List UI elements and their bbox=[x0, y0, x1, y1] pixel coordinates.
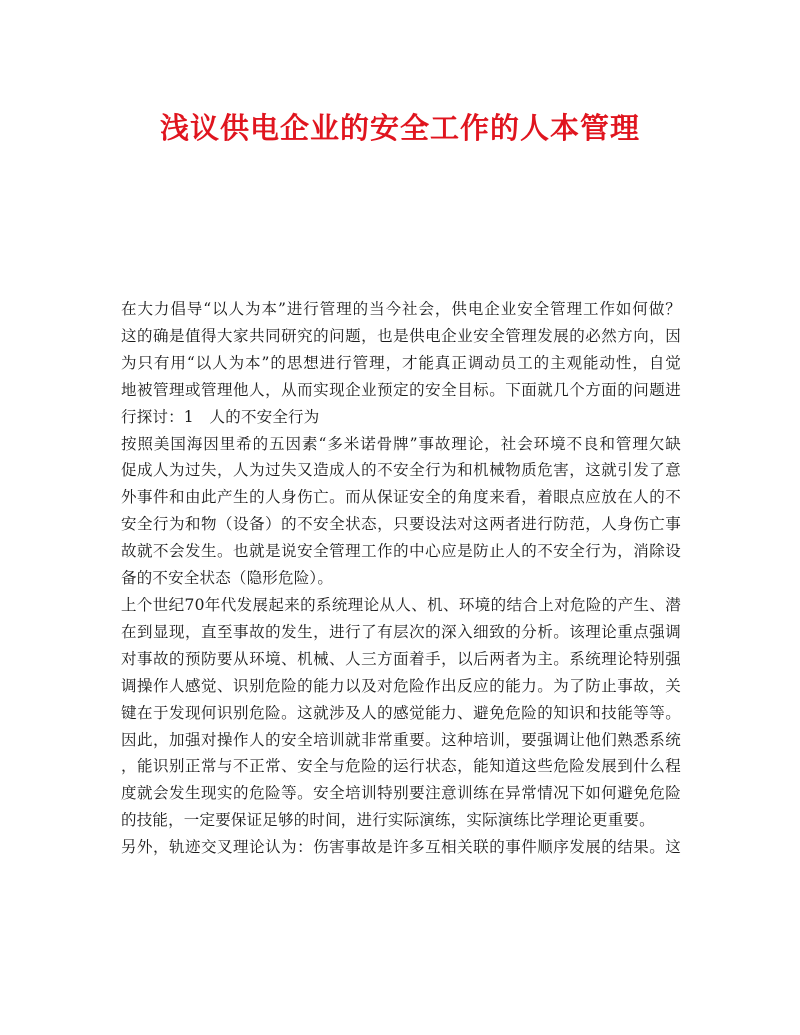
body-line: 备的不安全状态（隐形危险）。 bbox=[121, 569, 334, 588]
document-body bbox=[121, 296, 681, 861]
body-line: 故就不会发生。也就是说安全管理工作的中心应是防止人的不安全行为，消除设 bbox=[121, 542, 681, 561]
body-line: 在大力倡导“以人为本”进行管理的当今社会，供电企业安全管理工作如何做？ bbox=[121, 300, 681, 318]
body-line: 上个世纪70年代发展起来的系统理论从人、机、环境的结合上对危险的产生、潜 bbox=[121, 595, 681, 614]
body-line: 另外，轨迹交叉理论认为：伤害事故是许多互相关联的事件顺序发展的结果。这 bbox=[121, 838, 681, 857]
body-line: 行探讨：1 人的不安全行为 bbox=[121, 407, 320, 426]
body-line: 为只有用“以人为本”的思想进行管理，才能真正调动员工的主观能动性，自觉 bbox=[121, 353, 681, 372]
body-line: 地被管理或管理他人，从而实现企业预定的安全目标。下面就几个方面的问题进 bbox=[121, 380, 681, 399]
document-title: 浅议供电企业的安全工作的人本管理 bbox=[159, 111, 640, 145]
body-line: 这的确是值得大家共同研究的问题，也是供电企业安全管理发展的必然方向，因 bbox=[121, 326, 681, 345]
body-line: 安全行为和物（设备）的不安全状态，只要设法对这两者进行防范，人身伤亡事 bbox=[121, 515, 681, 534]
body-line: 因此，加强对操作人的安全培训就非常重要。这种培训，要强调让他们熟悉系统 bbox=[121, 730, 681, 749]
body-line: 外事件和由此产生的人身伤亡。而从保证安全的角度来看，着眼点应放在人的不 bbox=[121, 488, 681, 507]
body-line: 调操作人感觉、识别危险的能力以及对危险作出反应的能力。为了防止事故，关 bbox=[121, 676, 681, 695]
body-line: 按照美国海因里希的五因素“多米诺骨牌”事故理论，社会环境不良和管理欠缺 bbox=[121, 434, 681, 453]
body-line: 促成人为过失，人为过失又造成人的不安全行为和机械物质危害，这就引发了意 bbox=[121, 461, 681, 480]
body-line: 在到显现，直至事故的发生，进行了有层次的深入细致的分析。该理论重点强调 bbox=[121, 622, 681, 641]
body-line: 对事故的预防要从环境、机械、人三方面着手，以后两者为主。系统理论特别强 bbox=[121, 649, 681, 668]
body-line: 键在于发现何识别危险。这就涉及人的感觉能力、避免危险的知识和技能等等。 bbox=[121, 703, 681, 722]
body-line: 的技能，一定要保证足够的时间，进行实际演练，实际演练比学理论更重要。 bbox=[121, 811, 655, 830]
body-line: ，能识别正常与不正常、安全与危险的运行状态，能知道这些危险发展到什么程 bbox=[121, 757, 681, 776]
body-line: 度就会发生现实的危险等。安全培训特别要注意训练在异常情况下如何避免危险 bbox=[121, 784, 681, 803]
